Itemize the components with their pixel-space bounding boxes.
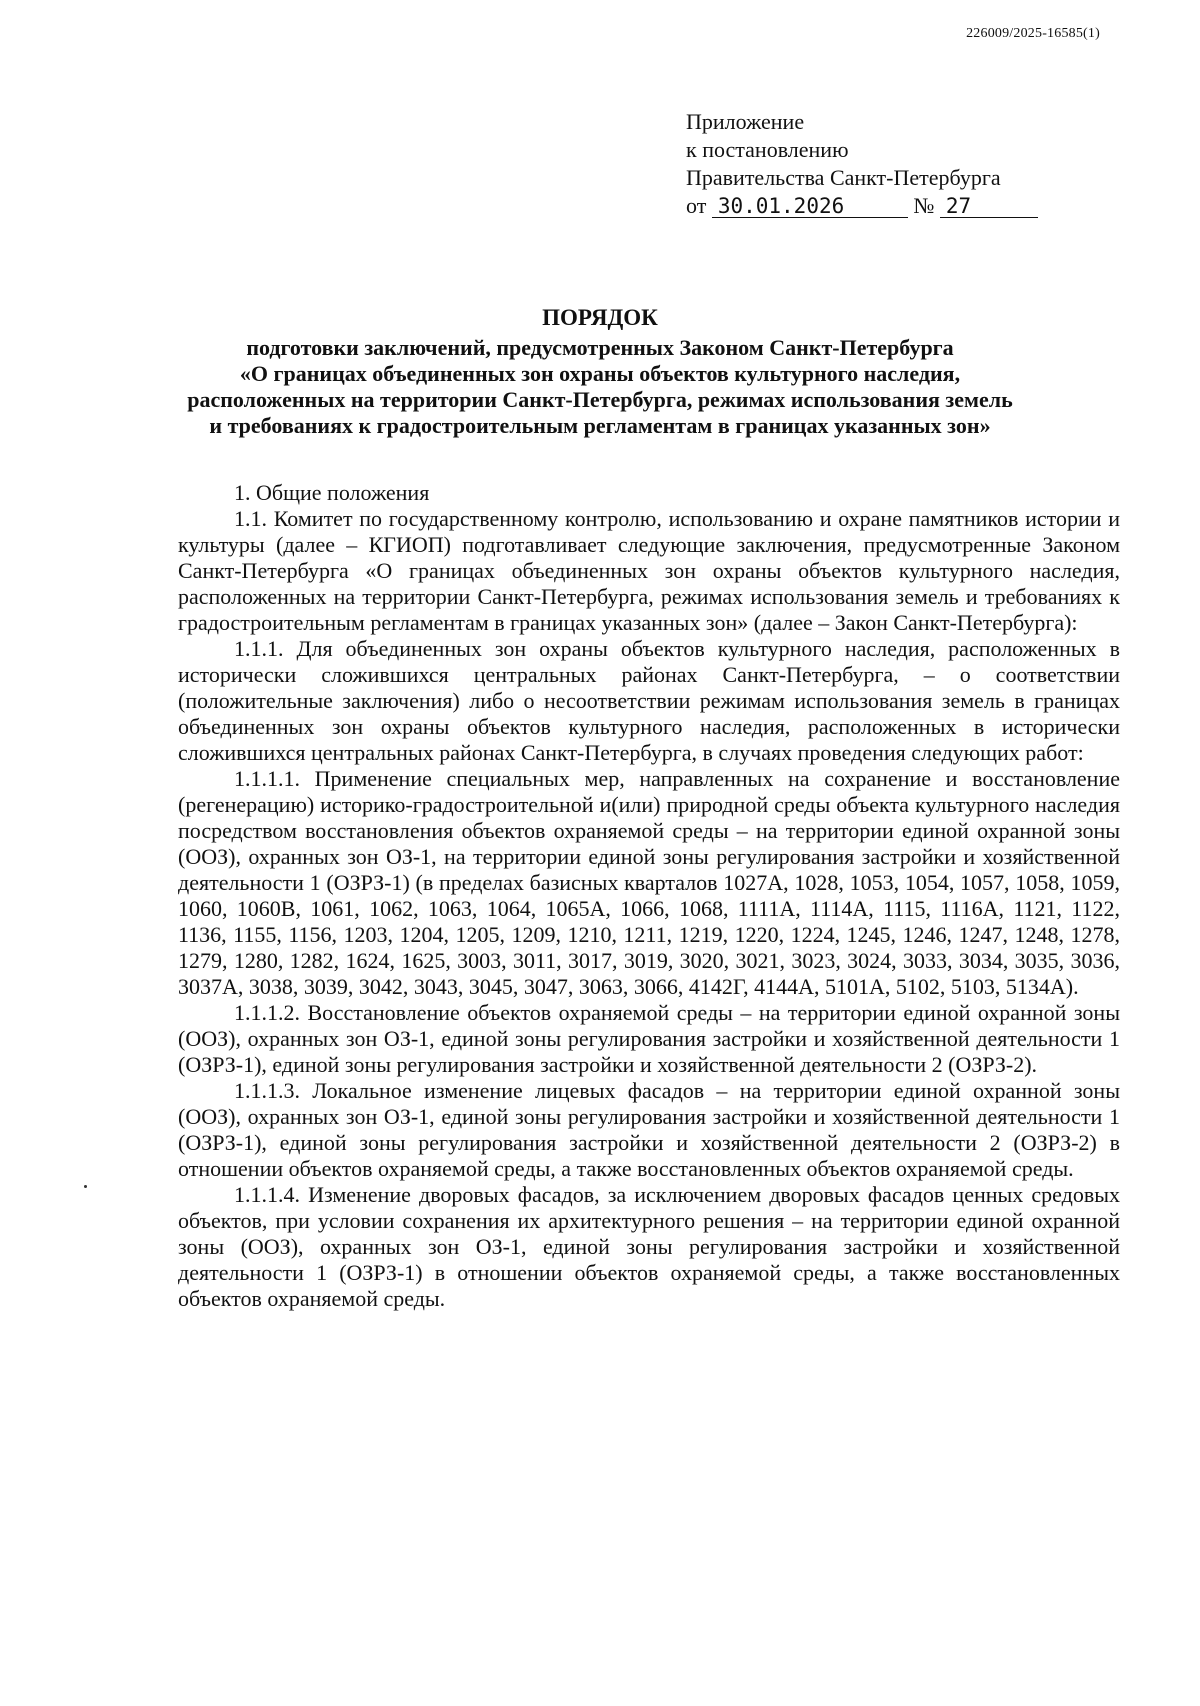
resolution-date: 30.01.2026 [712, 195, 908, 218]
paragraph-1-1-1-3: 1.1.1.3. Локальное изменение лицевых фасадов – на территории единой охранной зоны (ООЗ), охранных зон ОЗ-1, единой зоны регулирования застройки и хозяйственной деятельности 1 (ОЗРЗ-1), единой зоны регулирования застройки и хозяйственной деятельности 2 (ОЗРЗ-2) в отношении объектов охраняемой среды, а также восстановленных объектов охраняемой среды. [178, 1078, 1120, 1181]
paragraph-1-1-1: 1.1.1. Для объединенных зон охраны объектов культурного наследия, расположенных в исторически сложившихся центральных районах Санкт-Петербурга, – о соответствии (положительные заключения) либо о несоответствии режимам использования земель в границах объединенных зон охраны объектов культурного наследия, расположенных в исторически сложившихся центральных районах Санкт-Петербурга, в случаях проведения следующих работ: [178, 636, 1120, 765]
registration-number: 226009/2025-16585(1) [966, 26, 1100, 41]
title-line: подготовки заключений, предусмотренных Законом Санкт-Петербурга [246, 335, 954, 360]
paragraph-1-1-1-4: 1.1.1.4. Изменение дворовых фасадов, за исключением дворовых фасадов ценных средовых объектов, при условии сохранения их архитектурного решения – на территории единой охранной зоны (ООЗ), охранных зон ОЗ-1, единой зоны регулирования застройки и хозяйственной деятельности 1 (ОЗРЗ-1) в отношении объектов охраняемой среды, а также восстановленных объектов охраняемой среды. [178, 1182, 1120, 1311]
title-line: «О границах объединенных зон охраны объектов культурного наследия, [239, 361, 961, 386]
document-title [150, 305, 1050, 439]
appendix-block [686, 108, 1038, 220]
paragraph-1-1-1-2: 1.1.1.2. Восстановление объектов охраняемой среды – на территории единой охранной зоны (ООЗ), охранных зон ОЗ-1, единой зоны регулирования застройки и хозяйственной деятельности 1 (ОЗРЗ-1), единой зоны регулирования застройки и хозяйственной деятельности 2 (ОЗРЗ-2). [178, 1000, 1120, 1077]
title-main: ПОРЯДОК [542, 305, 658, 330]
paragraph-1-1: 1.1. Комитет по государственному контролю, использованию и охране памятников истории и культуры (далее – КГИОП) подготавливает следующие заключения, предусмотренные Законом Санкт-Петербурга «О границах объединенных зон охраны объектов культурного наследия, расположенных на территории Санкт-Петербурга, режимах использования земель и требованиях к градостроительным регламентам в границах указанных зон» (далее – Закон Санкт-Петербурга): [178, 506, 1120, 635]
resolution-number: 27 [940, 195, 1038, 218]
paragraph-1-1-1-1: 1.1.1.1. Применение специальных мер, направленных на сохранение и восстановление (регенерацию) историко-градостроительной и(или) природной среды объекта культурного наследия посредством восстановления объектов охраняемой среды – на территории единой охранной зоны (ООЗ), охранных зон ОЗ-1, на территории единой зоны регулирования застройки и хозяйственной деятельности 1 (ОЗРЗ-1) (в пределах базисных кварталов 1027А, 1028, 1053, 1054, 1057, 1058, 1059, 1060, 1060В, 1061, 1062, 1063, 1064, 1065А, 1066, 1068, 1111А, 1114А, 1115, 1116А, 1121, 1122, 1136, 1155, 1156, 1203, 1204, 1205, 1209, 1210, 1211, 1219, 1220, 1224, 1245, 1246, 1247, 1248, 1278, 1279, 1280, 1282, 1624, 1625, 3003, 3011, 3017, 3019, 3020, 3021, 3023, 3024, 3033, 3034, 3035, 3036, 3037А, 3038, 3039, 3042, 3043, 3045, 3047, 3063, 3066, 4142Г, 4144А, 5101А, 5102, 5103, 5134А). [178, 766, 1120, 999]
appendix-line: к постановлению [686, 137, 849, 162]
number-prefix: № [913, 193, 935, 218]
section-heading: 1. Общие положения [234, 480, 430, 505]
document-body [178, 480, 1120, 1312]
title-line: расположенных на территории Санкт-Петербурга, режимах использования земель [187, 387, 1013, 412]
date-prefix: от [686, 193, 707, 218]
appendix-line: Правительства Санкт-Петербурга [686, 165, 1001, 190]
appendix-date-line [686, 192, 1038, 220]
appendix-line: Приложение [686, 109, 805, 134]
scan-speck [84, 1185, 87, 1188]
title-line: и требованиях к градостроительным регламентам в границах указанных зон» [209, 413, 991, 438]
